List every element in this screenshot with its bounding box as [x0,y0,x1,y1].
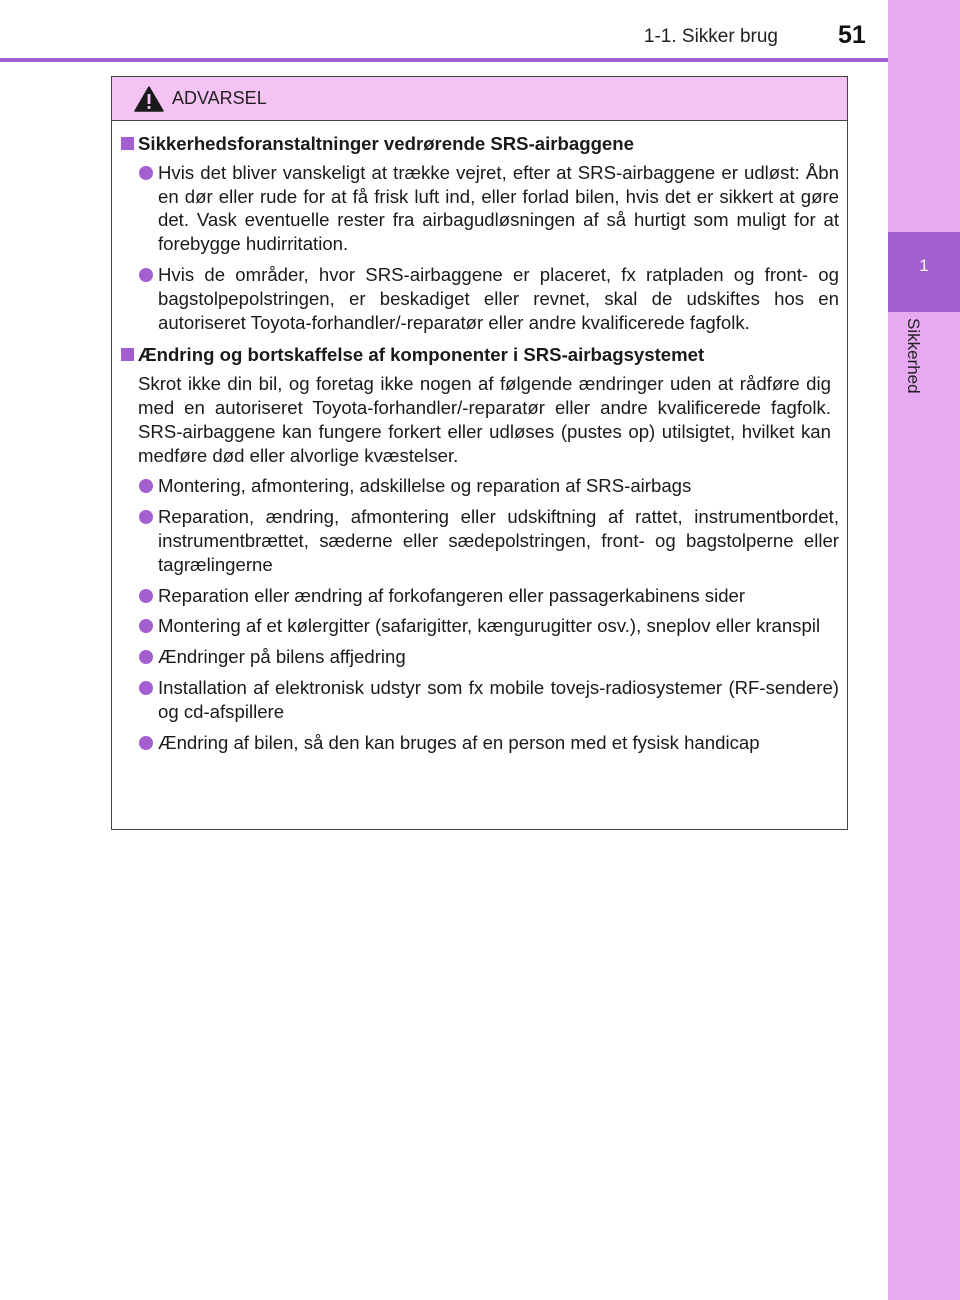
chapter-tab-label: Sikkerhed [904,318,923,394]
bullet-dot-icon [139,510,153,524]
side-band [888,0,960,1300]
list-item: Hvis det bliver vanskeligt at trække vejret, efter at SRS-airbaggene er udløst: Åbn en dør eller rude for at få frisk luft ind, eller forlad bilen, hvis det er sikkert at gøre det. Vask eventuelle rester fra airbagudløsningen af så hurtigt som muligt for at forebygge hudirritation. [116,161,847,256]
chapter-tab-number: 1 [919,256,929,275]
bullet-dot-icon [139,268,153,282]
list-item: Ændring af bilen, så den kan bruges af en person med et fysisk handicap [116,731,847,755]
bullet-dot-icon [139,681,153,695]
page-number: 51 [838,21,866,49]
warning-title: ADVARSEL [172,88,267,108]
bullet-dot-icon [139,736,153,750]
warning-triangle-icon [134,86,164,112]
list-item: Installation af elektronisk udstyr som fx mobile tovejs-radiosystemer (RF-sendere) og cd-afspillere [116,676,847,724]
section-title: 1-1. Sikker brug [643,26,778,47]
warning-body [112,132,847,761]
bullet-dot-icon [139,589,153,603]
square-bullet-icon [121,137,134,150]
list-item: Ændringer på bilens affjedring [116,645,847,669]
bullet-dot-icon [139,619,153,633]
bullet-dot-icon [139,166,153,180]
bullet-dot-icon [139,479,153,493]
list-item: Montering, afmontering, adskillelse og reparation af SRS-airbags [116,474,847,498]
bullet-dot-icon [139,650,153,664]
list-item: Reparation eller ændring af forkofangeren eller passagerkabinens sider [116,584,847,608]
list-item: Hvis de områder, hvor SRS-airbaggene er placeret, fx ratpladen og front- og bagstolpepolstringen, er beskadiget eller revnet, skal de udskiftes hos en autoriseret Toyota-forhandler/-reparatør eller andre kvalificerede fagfolk. [116,263,847,334]
header-divider [0,58,888,62]
list-item: Montering af et kølergitter (safarigitter, kængurugitter osv.), sneplov eller kranspil [116,614,847,638]
square-bullet-icon [121,348,134,361]
warning-header [112,77,847,121]
section-intro: Skrot ikke din bil, og foretag ikke nogen af følgende ændringer uden at rådføre dig med en autoriseret Toyota-forhandler/-reparatør eller andre kvalificerede fagfolk. SRS-airbaggene kan fungere forkert eller udløses (pustes op) utilsigtet, hvilket kan medføre død eller alvorlige kvæstelser. [138,373,831,466]
section-heading: Sikkerhedsforanstaltninger vedrørende SRS-airbaggene [116,132,847,156]
section-heading: Ændring og bortskaffelse af komponenter i SRS-airbagsystemet [116,343,847,367]
list-item: Reparation, ændring, afmontering eller udskiftning af rattet, instrumentbordet, instrumentbrættet, sæderne eller sædepolstringen, front- og bagstolperne eller tagrælingerne [116,505,847,576]
warning-box [111,76,848,830]
